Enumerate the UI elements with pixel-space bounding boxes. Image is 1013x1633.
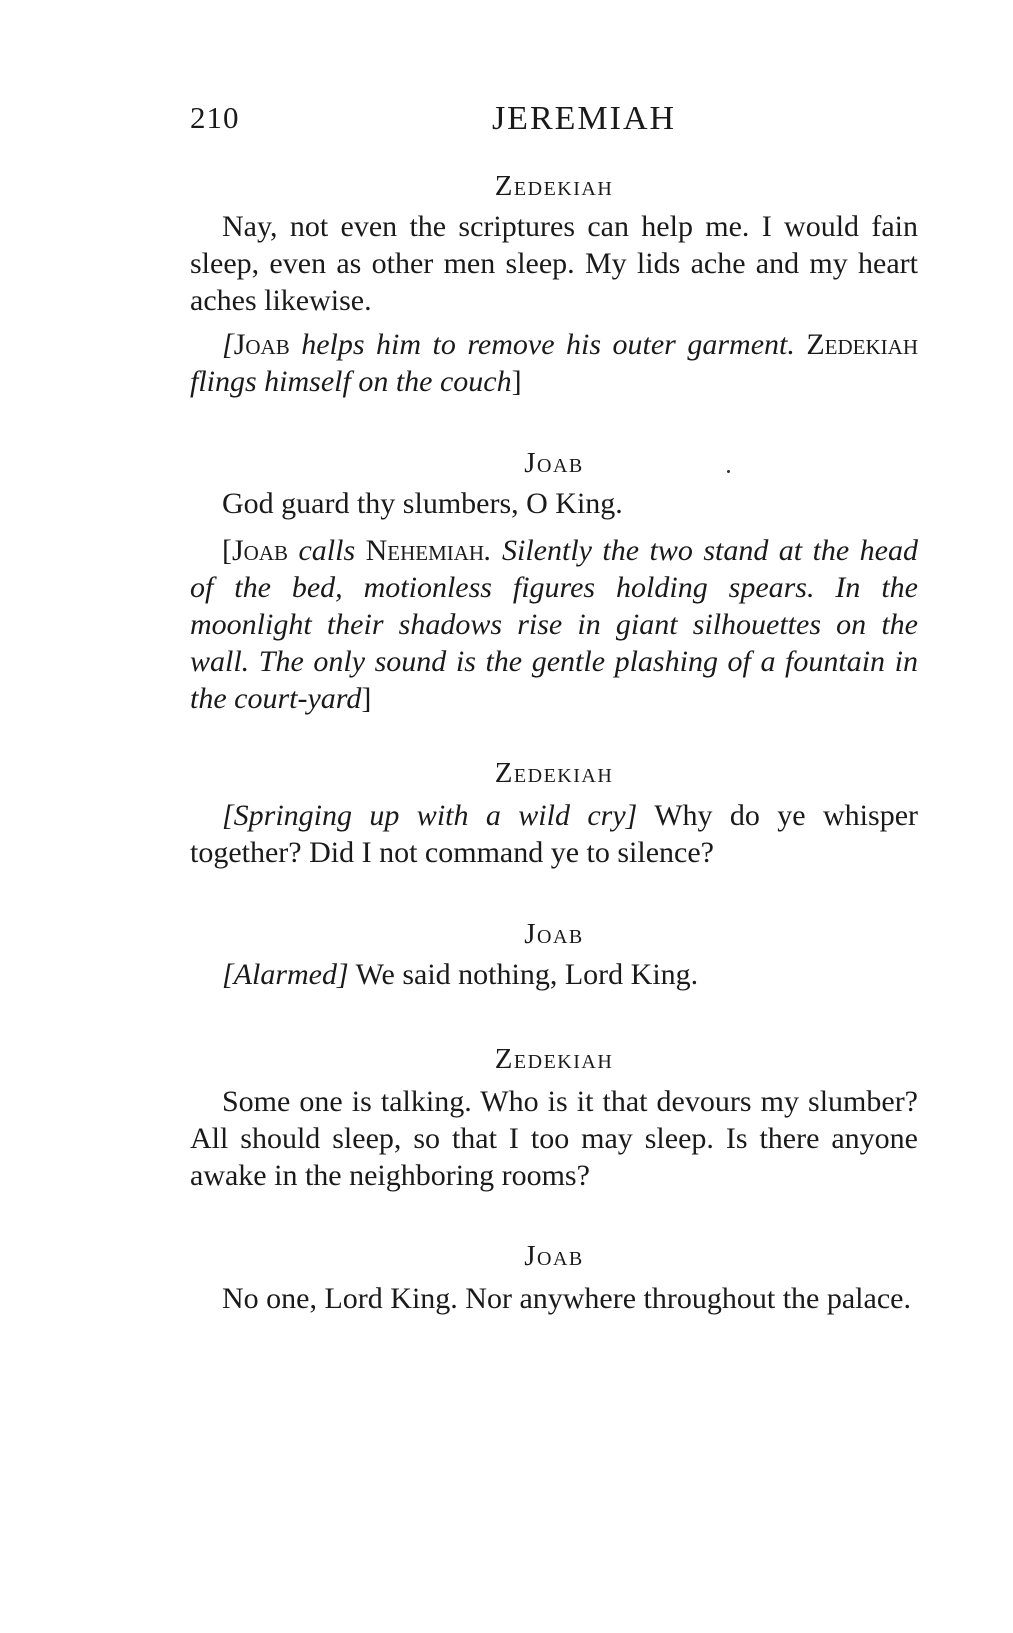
dialogue-paragraph: God guard thy slumbers, O King. — [222, 487, 623, 520]
speaker-heading: Joab — [524, 1240, 584, 1272]
dialogue-paragraph: No one, Lord King. Nor anywhere throughout the palace. — [222, 1282, 911, 1315]
character-name: Nehemiah — [365, 534, 485, 567]
direction-text: flings himself on the couch — [190, 365, 512, 398]
direction-text: . Silently the two stand at the head of the bed, motionless figures holding spears. In the moonlight their shadows rise in giant silhouettes on the wall. The only sound is the gentle plashing of a fountain in the court-yard — [190, 534, 918, 715]
speaker-heading: Joab — [524, 447, 584, 479]
running-title: JEREMIAH — [491, 100, 677, 137]
character-name: Zedekiah — [806, 328, 918, 361]
dialogue-paragraph: Nay, not even the scriptures can help me. I would fain sleep, even as other men sleep. My lids ache and my heart aches likewise. — [190, 210, 918, 317]
character-name: Joab — [233, 328, 290, 361]
dialogue-paragraph — [190, 956, 918, 993]
speaker-heading: Zedekiah — [494, 1043, 614, 1075]
direction-text: helps him to remove his outer garment. — [289, 328, 807, 361]
speaker-heading: Joab — [524, 918, 584, 950]
dialogue-paragraph: Some one is talking. Who is it that devours my slumber? All should sleep, so that I too may sleep. Is there anyone awake in the neighboring rooms? — [190, 1085, 918, 1192]
speaker-heading: Zedekiah — [494, 170, 614, 202]
dialogue-paragraph — [190, 797, 918, 871]
stage-direction — [190, 532, 918, 717]
bracket-close: ] — [511, 365, 522, 398]
speaker-heading: Zedekiah — [494, 757, 614, 789]
bracket-open: [ — [222, 534, 232, 567]
stage-direction — [190, 326, 918, 400]
page-header — [190, 100, 918, 150]
inline-direction: [Springing up with a wild cry] — [222, 799, 638, 832]
bracket-open: [ — [222, 328, 234, 361]
direction-text: calls — [288, 534, 366, 567]
character-name: Joab — [232, 534, 289, 567]
dialogue-text: Why do ye whisper together? Did I not command ye to silence? — [190, 799, 918, 869]
page-number: 210 — [190, 100, 240, 135]
dialogue-text: We said nothing, Lord King. — [348, 958, 699, 991]
bracket-close: ] — [361, 682, 372, 715]
inline-direction: [Alarmed] — [222, 958, 349, 991]
